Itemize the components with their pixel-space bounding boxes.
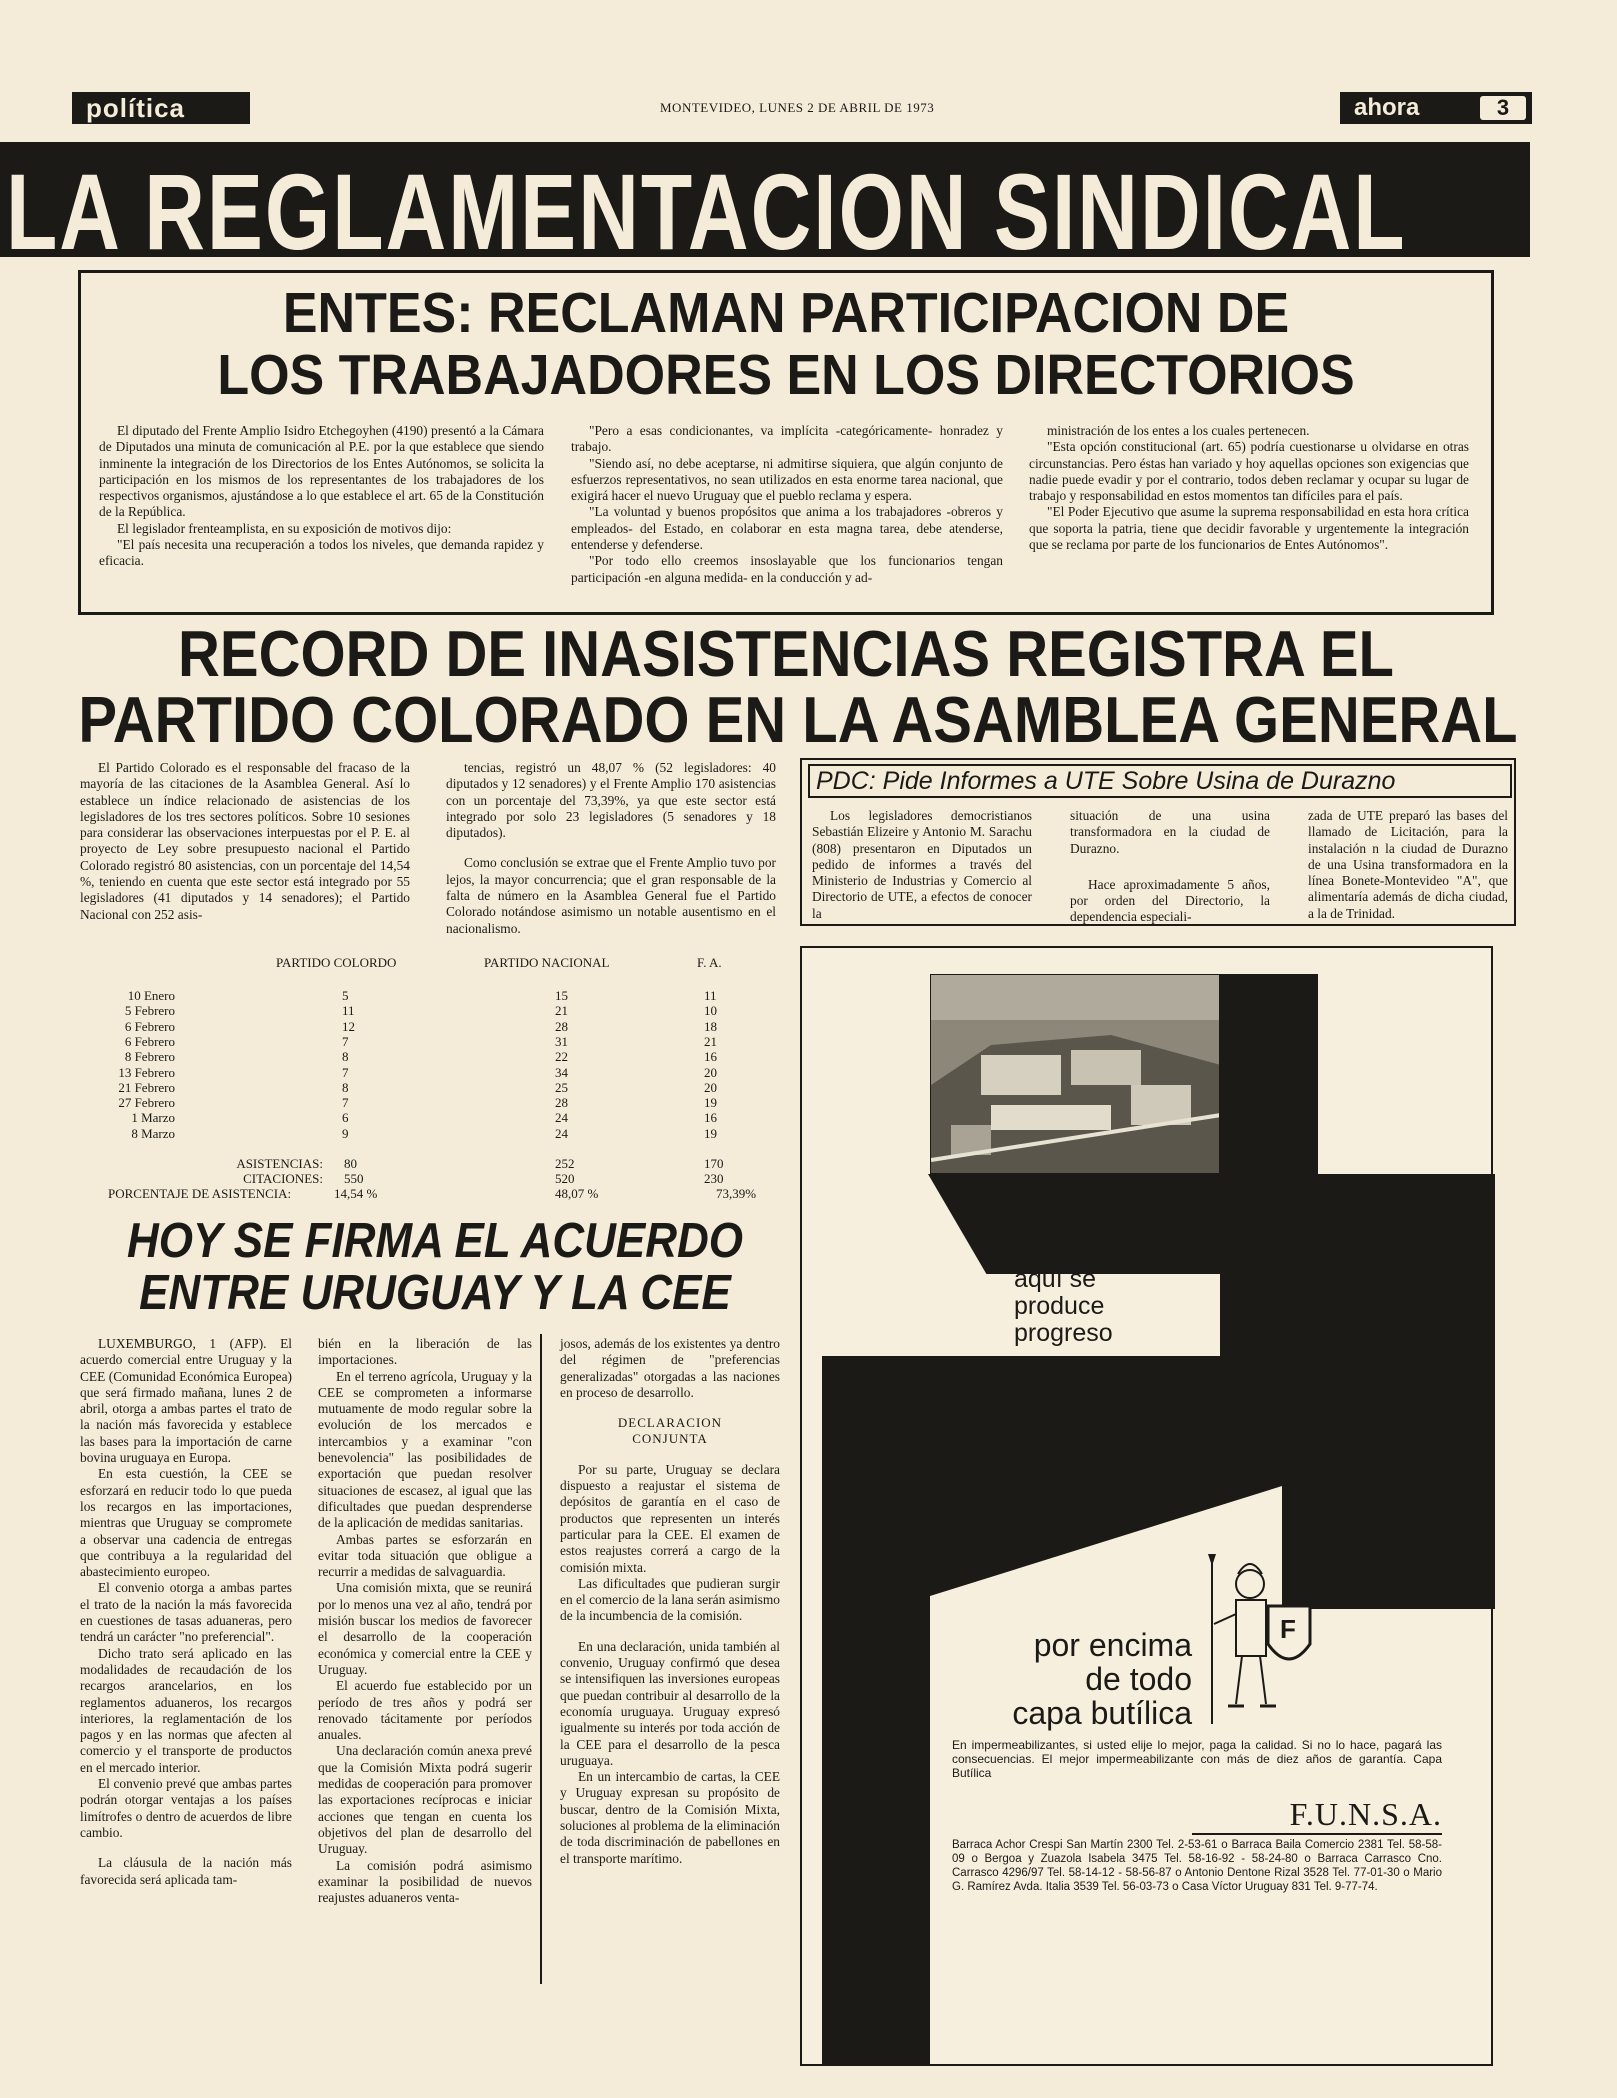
table-row: [80, 1110, 780, 1125]
column-header-nacional: PARTIDO NACIONAL: [484, 955, 610, 970]
brand-name: ahora: [1354, 94, 1420, 121]
table-cell: 5: [342, 988, 349, 1003]
paragraph: Ambas partes se esforzarán en evitar toda situación que obligue a recurrir a medidas de salvaguardia.: [318, 1531, 532, 1580]
paragraph: zada de UTE preparó las bases del llamado de Licitación, para la instalación n la ciudad de Durazno de una Usina transformadora en la línea Bonete-Montevideo "A", que alimentaría además de dicha ciudad, a la de Trinidad.: [1308, 808, 1508, 921]
table-cell: 24: [555, 1110, 568, 1126]
table-cell: 21: [704, 1033, 717, 1049]
citaciones-label: CITACIONES:: [243, 1171, 323, 1186]
table-date-cell: 6 Febrero: [124, 1018, 175, 1034]
paragraph: "Pero a esas condicionantes, va implícita -categóricamente- honradez y trabajo.: [571, 423, 1003, 455]
table-cell: 9: [342, 1125, 349, 1141]
table-cell: 73,39%: [716, 1186, 757, 1201]
article-entes-title-2: LOS TRABAJADORES EN LOS DIRECTORIOS: [217, 344, 1355, 407]
table-row: [80, 1065, 780, 1080]
ad-blurb: En impermeabilizantes, si usted elije lo mejor, paga la calidad. Si no lo hace, pagará las consecuencias. El mejor impermeabilizante con más de diez años de garantía. Capa Butílica: [952, 1738, 1442, 1780]
table-cell: 11: [342, 1003, 355, 1019]
article-cee-col-3: [560, 1336, 780, 1867]
paragraph: En un intercambio de cartas, la CEE y Uruguay expresan su propósito de buscar, dentro de la Comisión Mixta, soluciones al problema de la eliminación de toda discriminación de pabellones en el transporte marítimo.: [560, 1769, 780, 1866]
subhead-line: CONJUNTA: [632, 1431, 708, 1447]
table-cell: 14,54 %: [334, 1186, 378, 1201]
factory-photo: [930, 974, 1220, 1174]
paragraph: El acuerdo fue establecido por un período de tres años y podrá ser renovado tácitamente por períodos anuales.: [318, 1678, 532, 1743]
section-label: política: [72, 92, 250, 124]
table-cell: 550: [344, 1171, 364, 1186]
article-cee-title-2: ENTRE URUGUAY Y LA CEE: [139, 1265, 731, 1320]
paragraph: josos, además de los existentes ya dentro del régimen de "preferencias generalizadas" otorgadas a las naciones en proceso de desarrollo.: [560, 1336, 780, 1400]
paragraph: bién en la liberación de las importaciones.: [318, 1336, 532, 1368]
article-pdc: [800, 758, 1516, 926]
table-date-cell: 21 Febrero: [118, 1079, 175, 1095]
page-number: 3: [1480, 96, 1526, 120]
paragraph: El diputado del Frente Amplio Isidro Etchegoyhen (4190) presentó a la Cámara de Diputados una minuta de comunicación al P.E. por la que establece que siendo inminente la integración de los Directorios de los Entes Autónomos, se solicita la participación en los mismos de los representantes de los trabajadores de los respectivos organismos, ajustándose a lo que establece el art. 65 de la Constitución de la República.: [99, 423, 544, 520]
table-cell: 19: [704, 1125, 717, 1141]
slogan-line: de todo: [1085, 1661, 1192, 1697]
table-cell: 34: [555, 1064, 568, 1080]
paragraph: "Siendo así, no debe aceptarse, ni admitirse siquiera, que algún conjunto de esfuerzos representativos, no sean utilizados en esta enorme tarea nacional, que exigirá hacer el nuevo Uruguay que el pueblo reclama y espera.: [571, 455, 1003, 504]
paragraph: En una declaración, unida también al convenio, Uruguay confirmó que desea se intensifiquen las inversiones europeas que puedan contribuir al desarrollo de la economía uruguaya. Uruguay expresó igualmente su interés por toda acción de la CEE para el desarrollo de la pesca uruguaya.: [560, 1638, 780, 1768]
pdc-col-3: [1308, 808, 1508, 922]
table-cell: 8: [342, 1079, 349, 1095]
slogan-line: por encima: [1033, 1627, 1192, 1663]
slogan-line: produce: [1014, 1292, 1105, 1320]
asistencias-label: ASISTENCIAS:: [236, 1156, 323, 1171]
brand-box: [1340, 92, 1532, 124]
paragraph: "Por todo ello creemos insoslayable que los funcionarios tengan participación -en alguna medida- en la conducción y ad-: [571, 553, 1003, 585]
paragraph: Por su parte, Uruguay se declara dispuesto a reajustar el sistema de depósitos de garantía en el caso de productos que representen un interés particular para la CEE. El examen de estos reajustes correrá a cargo de la comisión mixta.: [560, 1461, 780, 1575]
table-cell: 28: [555, 1095, 568, 1111]
table-cell: 11: [704, 988, 717, 1003]
paragraph: Una declaración común anexa prevé que la Comisión Mixta podrá sugerir medidas de cooperación para promover las exportaciones recíprocas e iniciar acciones que tengan en cuenta los objetivos del plan de desarrollo del Uruguay.: [318, 1743, 532, 1857]
article-entes: [78, 270, 1494, 615]
paragraph: "La voluntad y buenos propósitos que anima a los trabajadores -obreros y empleados- del Estado, en colaborar en esta magna tarea, debe atenderse, entenderse y defenderse.: [571, 504, 1003, 553]
ad-graphic-block: [822, 1356, 930, 2066]
table-cell: 15: [555, 988, 568, 1003]
table-cell: 22: [555, 1049, 568, 1065]
article-entes-title-1: ENTES: RECLAMAN PARTICIPACION DE: [282, 282, 1290, 345]
shield-letter: F: [1280, 1614, 1296, 1644]
table-cell: 170: [704, 1156, 724, 1171]
table-row: [80, 1034, 780, 1049]
article-cee-col-1: [80, 1336, 292, 1888]
table-row: [80, 1126, 780, 1141]
factory-photo-image: [931, 975, 1220, 1174]
paragraph: Los legisladores democristianos Sebastián Elizeire y Antonio M. Sarachu (808) presentaron en Diputados un pedido de informes a través del Ministerio de Industrias y Comercio al Directorio de UTE, a efectos de conocer la: [812, 808, 1032, 921]
slogan-line: aquí se: [1014, 1265, 1097, 1293]
article-record-col-2: [446, 760, 776, 937]
ad-slogan-capa: [952, 1628, 1192, 1730]
table-cell: 12: [342, 1018, 355, 1034]
table-row: [80, 988, 780, 1003]
paragraph: ministración de los entes a los cuales pertenecen.: [1047, 423, 1310, 438]
paragraph: El Partido Colorado es el responsable del fracaso de la mayoría de las citaciones de la Asamblea General. Así lo establece un índice relacionado de asistencias de los legisladores de los tres sectores políticos. Sobre 10 sesiones para considerar las observaciones interpuestas por el P. E. al proyecto de Ley sobre presupuesto nacional el Partido Colorado registró 80 asistencias, con un porcentaje del 14,54 %, teniendo en cuenta que este sector está integrado por 55 legisladores (41 diputados y 14 senadores); el Partido Nacional con 252 asis-: [80, 760, 410, 922]
table-cell: 520: [555, 1171, 575, 1186]
pdc-col-1: [812, 808, 1032, 922]
table-cell: 20: [704, 1079, 717, 1095]
paragraph: "El país necesita una recuperación a todos los niveles, que demanda rapidez y eficacia.: [99, 537, 544, 569]
table-cell: 24: [555, 1125, 568, 1141]
table-cell: 6: [342, 1110, 349, 1126]
table-date-cell: 8 Marzo: [131, 1125, 175, 1141]
paragraph: tencias, registró un 48,07 % (52 legisladores: 40 diputados y 12 senadores) y el Frente Amplio 170 asistencias con un porcentaje del 73,39%, ya que este sector está integrado por solo 23 legisladores (5 senadores y 18 diputados).: [446, 760, 776, 841]
table-cell: 48,07 %: [555, 1186, 599, 1201]
paragraph: Dicho trato será aplicado en las modalidades de recaudación de los recargos arancelarios, en los reglamentos aduaneros, los recargos interiores, la reglamentación de los pagos y en las normas que afecten al comercio y el transporte de productos en el mercado interior.: [80, 1645, 292, 1775]
article-cee-col-2: [318, 1336, 532, 1906]
article-entes-col-3: [1029, 423, 1469, 553]
paragraph: En el terreno agrícola, Uruguay y la CEE se comprometen a informarse mutuamente de modo regular sobre la evolución de los mercados e intercambios y a examinar "con benevolencia" las posibilidades de exportación que puedan resolver situaciones de escasez, al igual que las dificultades que puedan desprenderse de la aplicación de medidas sanitarias.: [318, 1368, 532, 1531]
paragraph: Como conclusión se extrae que el Frente Amplio tuvo por lejos, la mayor concurrencia; que el gran responsable de la falta de número en la Asamblea General fue el Partido Colorado notándose asimismo un notable ausentismo en el nacionalismo.: [446, 855, 776, 936]
table-row: [80, 1080, 780, 1095]
paragraph: El convenio prevé que ambas partes podrán otorgar ventajas a los países limítrofes o dentro de acuerdos de libre cambio.: [80, 1776, 292, 1840]
table-cell: 252: [555, 1156, 575, 1171]
table-cell: 7: [342, 1095, 349, 1111]
table-date-cell: 1 Marzo: [131, 1110, 175, 1126]
top-bar: [72, 92, 1532, 126]
slogan-line: capa butílica: [1012, 1695, 1192, 1731]
subhead: [560, 1415, 780, 1448]
table-cell: 19: [704, 1095, 717, 1111]
column-rule: [540, 1334, 542, 1984]
table-row: [80, 1019, 780, 1034]
table-date-cell: 8 Febrero: [124, 1049, 175, 1065]
paragraph: LUXEMBURGO, 1 (AFP). El acuerdo comercial entre Uruguay y la CEE (Comunidad Económica Europea) que será firmado mañana, lunes 2 de abril, otorga a ambas partes el trato de la nación más favorecida y establece las bases para la importación de carne bovina uruguaya en Europa.: [80, 1336, 292, 1466]
ad-graphic-wedge: [928, 1174, 1220, 1274]
paragraph: La comisión podrá asimismo examinar la posibilidad de nuevos reajustes aduaneros venta-: [318, 1857, 532, 1906]
table-cell: 7: [342, 1064, 349, 1080]
pdc-title: PDC: Pide Informes a UTE Sobre Usina de Durazno: [808, 764, 1512, 798]
table-cell: 18: [704, 1018, 717, 1034]
subhead-line: DECLARACION: [617, 1415, 723, 1431]
table-cell: 31: [555, 1033, 568, 1049]
table-cell: 10: [704, 1003, 717, 1019]
paragraph: Hace aproximadamente 5 años, por orden del Directorio, la dependencia especiali-: [1070, 876, 1270, 925]
paragraph: En esta cuestión, la CEE se esforzará en reducir todo lo que pueda los recargos en las importaciones, mientras que Uruguay se compromete a observar una cadencia de entregas que contribuya a la regularidad del abastecimiento europeo.: [80, 1466, 292, 1580]
article-record-col-1: [80, 760, 410, 923]
porcentaje-label: PORCENTAJE DE ASISTENCIA:: [108, 1186, 292, 1201]
table-cell: 16: [704, 1110, 717, 1126]
section-banner: [0, 142, 1530, 273]
paragraph: Una comisión mixta, que se reunirá por lo menos una vez al año, tendrá por misión buscar los medios de favorecer el desarrollo de la cooperación económica y comercial entre la CEE y Uruguay.: [318, 1580, 532, 1677]
table-cell: 8: [342, 1049, 349, 1065]
table-cell: 16: [704, 1049, 717, 1065]
table-cell: 25: [555, 1079, 568, 1095]
table-row: [80, 1049, 780, 1064]
table-date-cell: 13 Febrero: [118, 1064, 175, 1080]
paragraph: "Esta opción constitucional (art. 65) podría cuestionarse u olvidarse en otras circunstancias. Pero éstas han variado y hoy aquellas opciones son exigencias que nadie puede evadir y por el contrario, todos deben reclamar y ocupar su lugar de trabajo y responsabilidad en estos momentos tan difíciles para el país.: [1029, 439, 1469, 504]
article-entes-col-1: [99, 423, 544, 570]
table-cell: 28: [555, 1018, 568, 1034]
article-cee-title-1: HOY SE FIRMA EL ACUERDO: [126, 1213, 744, 1268]
slogan-line: progreso: [1014, 1319, 1113, 1347]
table-row: [80, 1003, 780, 1018]
paragraph: El legislador frenteamplista, en su exposición de motivos dijo:: [117, 520, 452, 536]
table-date-cell: 27 Febrero: [118, 1095, 175, 1111]
table-cell: 230: [704, 1171, 724, 1186]
table-date-cell: 6 Febrero: [124, 1033, 175, 1049]
banner-title: LA REGLAMENTACION SINDICAL: [6, 151, 1407, 273]
table-cell: 80: [344, 1156, 357, 1171]
paragraph: "El Poder Ejecutivo que asume la suprema responsabilidad en esta hora crítica que soporta la patria, tiene que decidir favorable y urgentemente la integración que se reclama por parte de los funcionarios de Entes Autónomos".: [1029, 504, 1469, 553]
paragraph: situación de una usina transformadora en la ciudad de Durazno.: [1070, 808, 1270, 856]
paragraph: La cláusula de la nación más favorecida será aplicada tam-: [80, 1855, 292, 1887]
funsa-advertisement: [800, 946, 1493, 2066]
ad-graphic-block: [1220, 974, 1318, 1174]
column-header-fa: F. A.: [697, 955, 722, 970]
table-row: [80, 1095, 780, 1110]
table-cell: 21: [555, 1003, 568, 1019]
table-date-cell: 5 Febrero: [124, 1003, 175, 1019]
table-cell: 7: [342, 1033, 349, 1049]
table-cell: 20: [704, 1064, 717, 1080]
attendance-table: [80, 955, 780, 1210]
article-entes-col-2: [571, 423, 1003, 586]
paragraph: Las dificultades que pudieran surgir en el comercio de la lana serán asimismo de la incumbencia de la comisión.: [560, 1575, 780, 1624]
article-record-title-1: RECORD DE INASISTENCIAS REGISTRA EL: [178, 618, 1394, 691]
ad-slogan-progress: [1014, 1266, 1113, 1347]
dateline: MONTEVIDEO, LUNES 2 DE ABRIL DE 1973: [660, 100, 935, 115]
ad-dealers: Barraca Achor Crespi San Martín 2300 Tel. 2-53-61 o Barraca Baila Comercio 2381 Tel. 58-58-09 o Bergoa y Zuazola Isabela 3475 Tel. 58-16-92 - 58-24-80 o Barraca Carrasco Cno. Carrasco 4296/97 Tel. 58-14-12 - 58-56-87 o Antonio Dentone Rizal 3528 Tel. 77-01-30 o Mario G. Ramírez Avda. Italia 3539 Tel. 56-03-73 o Casa Víctor Uruguay 831 Tel. 9-77-74.: [952, 1839, 1442, 1893]
table-date-cell: 10 Enero: [127, 988, 175, 1003]
funsa-logo: F.U.N.S.A.: [1192, 1796, 1442, 1835]
column-header-colorado: PARTIDO COLORDO: [276, 955, 397, 970]
paragraph: El convenio otorga a ambas partes el trato de la nación la más favorecida en cuestiones de tasas aduaneras, pero tendrá un carácter "no preferencial".: [80, 1580, 292, 1645]
pdc-col-2: [1070, 808, 1270, 926]
article-record-title-2: PARTIDO COLORADO EN LA ASAMBLEA GENERAL: [78, 684, 1518, 757]
